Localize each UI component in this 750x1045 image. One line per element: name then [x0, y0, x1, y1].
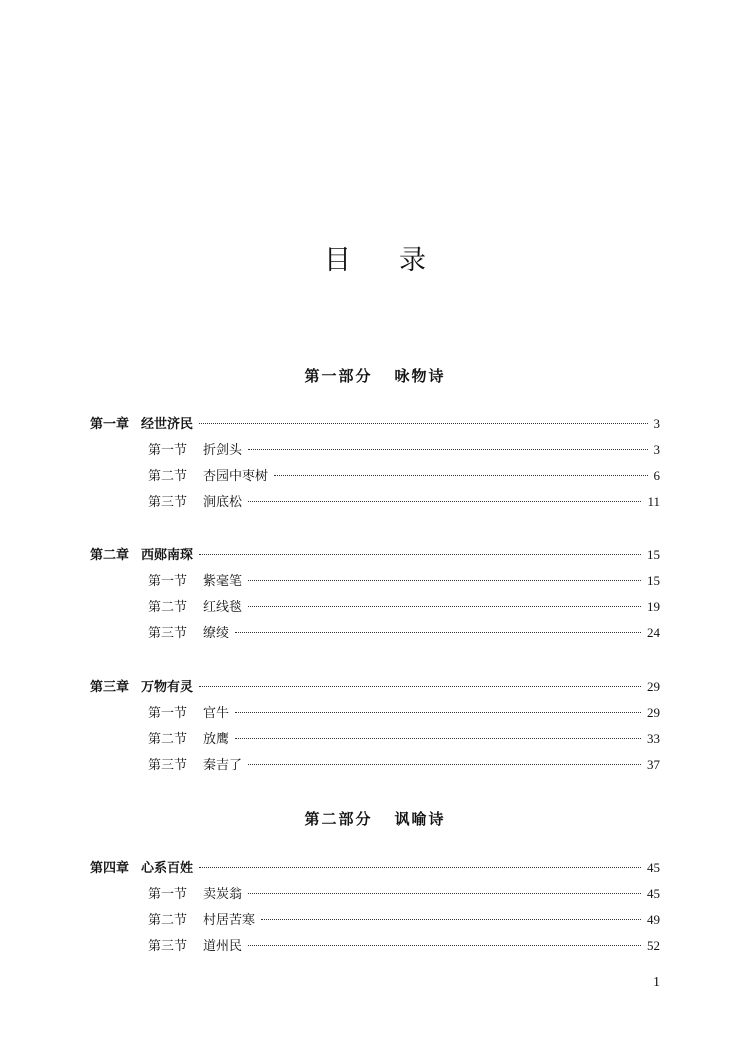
section-title: 村居苦寒 [203, 913, 256, 928]
page-number: 33 [647, 731, 660, 746]
toc-section-entry[interactable] [148, 910, 660, 930]
chapter-title: 西郧南琛 [141, 548, 194, 563]
toc-section-entry[interactable] [148, 936, 660, 956]
page-number: 29 [647, 705, 660, 720]
section-title: 放鹰 [203, 732, 230, 747]
toc-section-entry[interactable] [148, 492, 660, 512]
dot-leader [248, 893, 641, 894]
section-label: 第一节 [148, 706, 188, 721]
section-label: 第二节 [148, 469, 188, 484]
page-number: 3 [653, 442, 660, 457]
chapter-label: 第三章 [90, 680, 130, 695]
dot-leader [235, 712, 641, 713]
page-number: 49 [647, 912, 660, 927]
part-heading [0, 365, 750, 386]
dot-leader [235, 632, 641, 633]
section-label: 第三节 [148, 758, 188, 773]
dot-leader [235, 738, 641, 739]
part-name: 讽喻诗 [394, 810, 446, 828]
part-name: 咏物诗 [394, 367, 446, 385]
chapter-label: 第二章 [90, 548, 130, 563]
dot-leader [199, 867, 641, 868]
dot-leader [261, 919, 641, 920]
section-label: 第一节 [148, 574, 188, 589]
page-number: 3 [653, 416, 660, 431]
section-label: 第三节 [148, 939, 188, 954]
part-label: 第二部分 [304, 810, 373, 828]
page-number: 45 [647, 860, 660, 875]
toc-section-entry[interactable] [148, 729, 660, 749]
toc-section-entry[interactable] [148, 466, 660, 486]
page-number: 19 [647, 599, 660, 614]
part-heading [0, 808, 750, 829]
section-title: 折剑头 [203, 443, 243, 458]
chapter-label: 第四章 [90, 861, 130, 876]
toc-section-entry[interactable] [148, 571, 660, 591]
dot-leader [248, 606, 641, 607]
section-title: 紫毫笔 [203, 574, 243, 589]
page-number: 52 [647, 938, 660, 953]
section-title: 官牛 [203, 706, 230, 721]
toc-section-entry[interactable] [148, 703, 660, 723]
page-number: 29 [647, 679, 660, 694]
section-title: 杏园中枣树 [203, 469, 269, 484]
page-number: 24 [647, 625, 660, 640]
toc-section-entry[interactable] [148, 755, 660, 775]
section-title: 红线毯 [203, 600, 243, 615]
toc-section-entry[interactable] [148, 884, 660, 904]
section-label: 第一节 [148, 443, 188, 458]
section-title: 涧底松 [203, 495, 243, 510]
chapter-title: 心系百姓 [141, 861, 194, 876]
page-title: 目录 [324, 245, 474, 276]
toc-chapter-entry[interactable] [90, 414, 660, 434]
toc-section-entry[interactable] [148, 597, 660, 617]
section-label: 第一节 [148, 887, 188, 902]
section-title: 秦吉了 [203, 758, 243, 773]
section-label: 第三节 [148, 495, 188, 510]
chapter-title: 经世济民 [141, 417, 194, 432]
page-number: 45 [647, 886, 660, 901]
chapter-title: 万物有灵 [141, 680, 194, 695]
section-label: 第二节 [148, 732, 188, 747]
toc-chapter-entry[interactable] [90, 677, 660, 697]
part-label: 第一部分 [304, 367, 373, 385]
dot-leader [248, 945, 641, 946]
page-number: 11 [647, 494, 660, 509]
toc-chapter-entry[interactable] [90, 545, 660, 565]
dot-leader [248, 764, 641, 765]
section-label: 第二节 [148, 913, 188, 928]
page-number: 15 [647, 547, 660, 562]
dot-leader [199, 686, 641, 687]
page-number: 15 [647, 573, 660, 588]
toc-section-entry[interactable] [148, 440, 660, 460]
section-title: 卖炭翁 [203, 887, 243, 902]
section-label: 第三节 [148, 626, 188, 641]
dot-leader [248, 501, 641, 502]
dot-leader [199, 423, 647, 424]
dot-leader [199, 554, 641, 555]
toc-chapter-entry[interactable] [90, 858, 660, 878]
page-number: 6 [653, 468, 660, 483]
chapter-label: 第一章 [90, 417, 130, 432]
section-title: 道州民 [203, 939, 243, 954]
section-label: 第二节 [148, 600, 188, 615]
page-number: 37 [647, 757, 660, 772]
dot-leader [248, 580, 641, 581]
section-title: 缭绫 [203, 626, 230, 641]
dot-leader [274, 475, 647, 476]
dot-leader [248, 449, 647, 450]
toc-section-entry[interactable] [148, 623, 660, 643]
page-folio-number: 1 [653, 975, 660, 990]
